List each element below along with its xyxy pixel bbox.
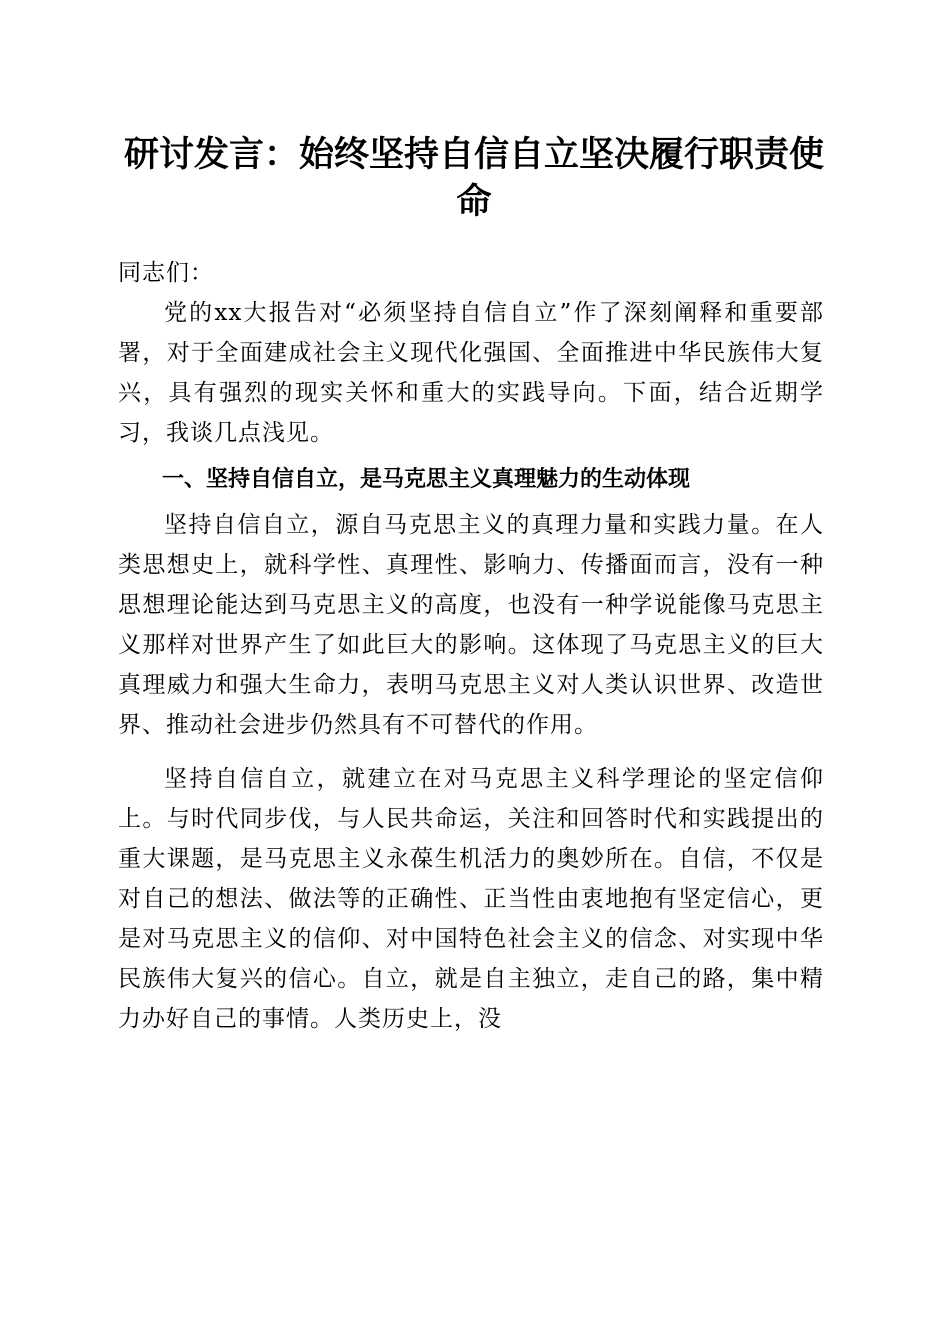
document-body xyxy=(118,253,824,1039)
paragraph-intro: 党的xx大报告对“必须坚持自信自立”作了深刻阐释和重要部署，对于全面建成社会主义现代化强国、全面推进中华民族伟大复兴，具有强烈的现实关怀和重大的实践导向。下面，结合近期学习，我谈几点浅见。 xyxy=(118,300,824,446)
paragraph-section1-2: 坚持自信自立，就建立在对马克思主义科学理论的坚定信仰上。与时代同步伐，与人民共命运，关注和回答时代和实践提出的重大课题，是马克思主义永葆生机活力的奥妙所在。自信，不仅是对自己的想法、做法等的正确性、正当性由衷地抱有坚定信心，更是对马克思主义的信仰、对中国特色社会主义的信念、对实现中华民族伟大复兴的信心。自立，就是自主独立，走自己的路，集中精力办好自己的事情。人类历史上，没 xyxy=(118,766,824,1032)
document-title: 研讨发言：始终坚持自信自立坚决履行职责使命 xyxy=(123,135,824,222)
paragraph-section1-1: 坚持自信自立，源自马克思主义的真理力量和实践力量。在人类思想史上，就科学性、真理性、影响力、传播面而言，没有一种思想理论能达到马克思主义的高度，也没有一种学说能像马克思主义那样对世界产生了如此巨大的影响。这体现了马克思主义的巨大真理威力和强大生命力，表明马克思主义对人类认识世界、改造世界、推动社会进步仍然具有不可替代的作用。 xyxy=(118,512,824,738)
section-heading-1: 一、坚持自信自立，是马克思主义真理魅力的生动体现 xyxy=(162,467,691,492)
greeting: 同志们： xyxy=(118,260,214,286)
